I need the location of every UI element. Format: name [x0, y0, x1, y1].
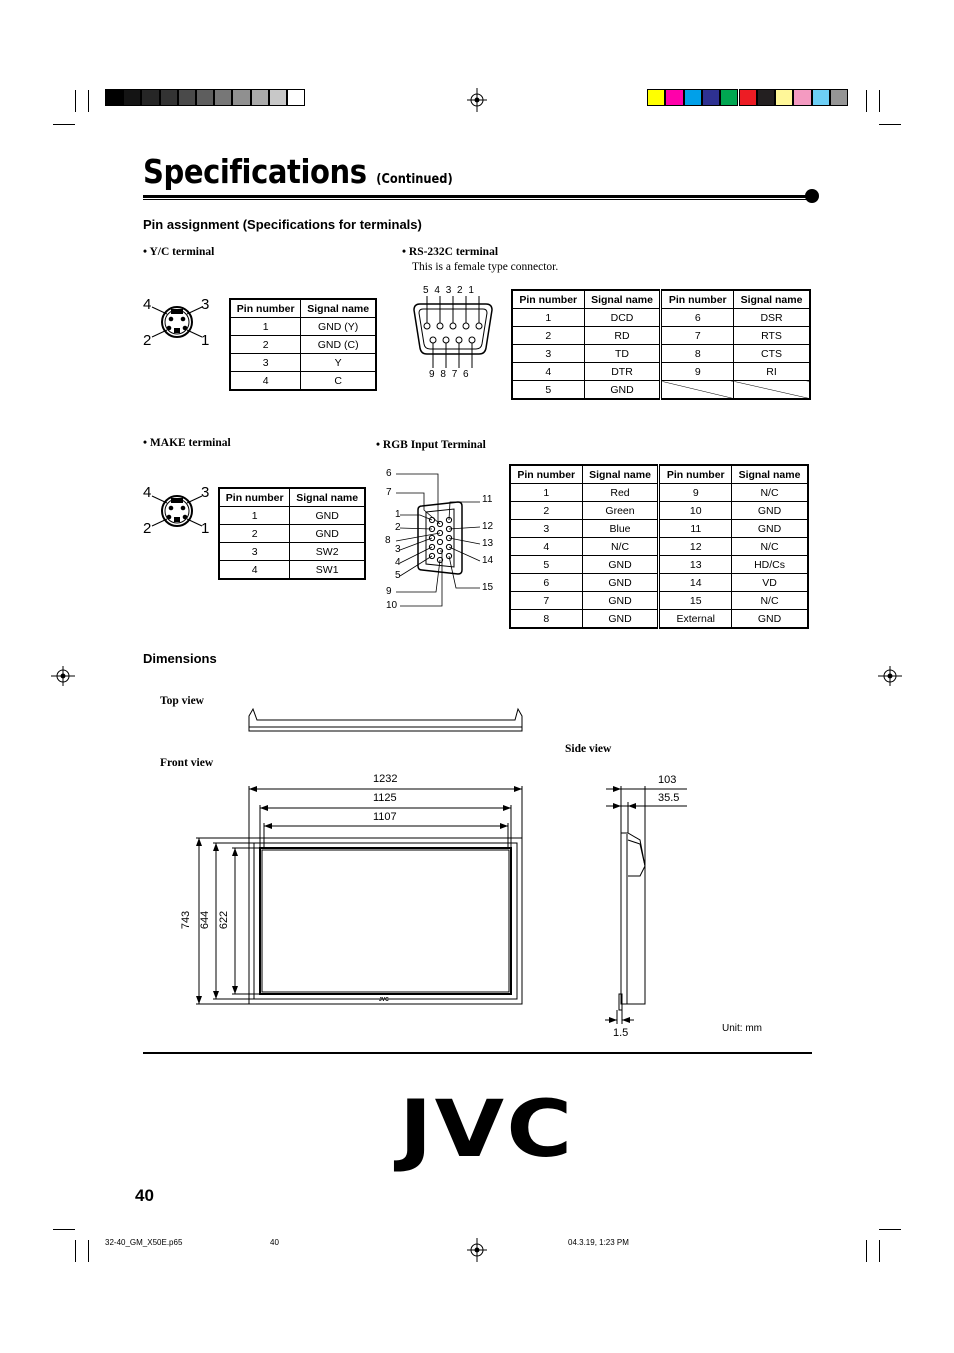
- table-cell: DSR: [734, 309, 810, 327]
- table-cell: N/C: [582, 538, 659, 556]
- table-cell: Green: [582, 502, 659, 520]
- rgb-pin-1: 1: [395, 509, 401, 520]
- rgb-terminal-label: • RGB Input Terminal: [376, 439, 486, 451]
- rgb-pin-4: 4: [395, 557, 401, 568]
- rgb-pin-3: 3: [395, 544, 401, 555]
- footer-date: 04.3.19, 1:23 PM: [568, 1238, 629, 1247]
- table-cell: 2: [512, 327, 584, 345]
- table-cell: Blue: [582, 520, 659, 538]
- page-title: Specifications (Continued): [143, 152, 453, 191]
- table-cell: CTS: [734, 345, 810, 363]
- table-cell: 3: [512, 345, 584, 363]
- top-view-drawing: [249, 709, 522, 731]
- front-brand-mark: JVC: [379, 997, 389, 1003]
- dim-height-743: 743: [180, 910, 193, 930]
- table-cell: DTR: [584, 363, 661, 381]
- table-cell: 13: [659, 556, 732, 574]
- table-cell: GND (Y): [301, 318, 376, 336]
- table-cell: 8: [510, 610, 582, 629]
- table-cell: 1: [510, 484, 582, 502]
- rgb-pin-14: 14: [482, 555, 494, 566]
- top-view-label: Top view: [160, 695, 204, 707]
- table-cell: RI: [734, 363, 810, 381]
- table-cell: 7: [510, 592, 582, 610]
- table-cell: GND: [582, 592, 659, 610]
- rgb-pin-15: 15: [482, 582, 494, 593]
- table-cell: GND: [290, 525, 365, 543]
- rgb-pin-5: 5: [395, 570, 401, 581]
- table-cell: External: [659, 610, 732, 629]
- dim-width-1125: 1125: [373, 792, 397, 804]
- table-cell: RD: [584, 327, 661, 345]
- section-heading-pin: Pin assignment (Specifications for terminals): [143, 217, 422, 232]
- make-pin-label-1: 1: [201, 520, 210, 537]
- table-cell: 3: [219, 543, 290, 561]
- side-view-label: Side view: [565, 743, 612, 755]
- table-cell: TD: [584, 345, 661, 363]
- rgb-pin-8: 8: [385, 535, 391, 546]
- table-cell: 4: [230, 372, 301, 391]
- rgb-pin-6: 6: [386, 468, 392, 479]
- table-cell: C: [301, 372, 376, 391]
- section-heading-dimensions: Dimensions: [143, 651, 217, 666]
- dim-width-1107: 1107: [373, 811, 397, 823]
- table-cell: 6: [510, 574, 582, 592]
- table-cell: GND: [732, 502, 808, 520]
- rgb-pin-2: 2: [395, 522, 401, 533]
- rs232-note: This is a female type connector.: [412, 261, 559, 273]
- yc-pin-label-1: 1: [201, 332, 210, 349]
- table-cell: 11: [659, 520, 732, 538]
- table-cell: 1: [512, 309, 584, 327]
- make-pin-label-2: 2: [143, 520, 152, 537]
- table-cell: HD/Cs: [732, 556, 808, 574]
- rgb-pin-10: 10: [386, 600, 398, 611]
- rgb-pin-13: 13: [482, 538, 494, 549]
- rs232-top-pins: 5 4 3 2 1: [423, 285, 474, 296]
- page-number: 40: [135, 1186, 154, 1205]
- make-pin-label-3: 3: [201, 484, 210, 501]
- table-cell: Y: [301, 354, 376, 372]
- table-cell: 14: [659, 574, 732, 592]
- table-cell: Red: [582, 484, 659, 502]
- table-cell: 5: [512, 381, 584, 400]
- table-cell: N/C: [732, 592, 808, 610]
- table-cell: 2: [230, 336, 301, 354]
- table-cell: 1: [230, 318, 301, 336]
- table-cell: 3: [230, 354, 301, 372]
- rs232-bottom-pins: 9 8 7 6: [429, 369, 469, 380]
- yc-pin-table: Pin number Signal name 1 GND (Y) 2 GND (C) 3 Y 4 C: [229, 298, 377, 391]
- dim-height-622: 622: [218, 910, 231, 930]
- yc-pin-label-3: 3: [201, 296, 210, 313]
- yc-terminal-label: • Y/C terminal: [143, 246, 215, 258]
- table-cell: 4: [219, 561, 290, 580]
- table-cell: 6: [661, 309, 734, 327]
- table-cell: GND (C): [301, 336, 376, 354]
- table-cell: 9: [659, 484, 732, 502]
- footer-page: 40: [270, 1238, 279, 1247]
- table-cell: VD: [732, 574, 808, 592]
- make-pin-label-4: 4: [143, 484, 152, 501]
- jvc-logo: JVC: [399, 1085, 575, 1175]
- rgb-pin-11: 11: [482, 494, 493, 505]
- table-cell: N/C: [732, 484, 808, 502]
- yc-pin-label-2: 2: [143, 332, 152, 349]
- table-cell: 8: [661, 345, 734, 363]
- rgb-pin-table: Pin number Signal name Pin number Signal name 1 Red 9 N/C 2 Green 10 GND 3 Blue 11 GND 4 N/C 12 N/C 5 GND 13 HD/Cs 6 GND 14 VD 7 GND 15 N/C 8 GND External GND: [509, 464, 809, 629]
- table-cell: 4: [510, 538, 582, 556]
- table-cell: GND: [582, 610, 659, 629]
- make-terminal-label: • MAKE terminal: [143, 437, 231, 449]
- table-cell: 4: [512, 363, 584, 381]
- table-cell: GND: [584, 381, 661, 400]
- dim-depth-1-5: 1.5: [613, 1027, 629, 1039]
- table-cell: 10: [659, 502, 732, 520]
- footer-file: 32-40_GM_X50E.p65: [105, 1238, 183, 1247]
- yc-pin-label-4: 4: [143, 296, 152, 313]
- table-cell: SW2: [290, 543, 365, 561]
- rgb-pin-12: 12: [482, 521, 494, 532]
- table-cell: SW1: [290, 561, 365, 580]
- table-cell: GND: [732, 520, 808, 538]
- rgb-pin-9: 9: [386, 586, 392, 597]
- table-cell: 12: [659, 538, 732, 556]
- rs232-pin-table: Pin number Signal name Pin number Signal name 1 DCD 6 DSR 2 RD 7 RTS 3 TD 8 CTS 4 DTR 9 RI 5 GND: [511, 289, 811, 400]
- table-cell: 9: [661, 363, 734, 381]
- dim-height-644: 644: [199, 910, 212, 930]
- dim-width-1232: 1232: [373, 773, 398, 785]
- dim-depth-35-5: 35.5: [658, 792, 680, 804]
- rs232-terminal-label: • RS-232C terminal: [402, 246, 499, 258]
- table-cell: GND: [290, 507, 365, 525]
- make-pin-table: Pin number Signal name 1 GND 2 GND 3 SW2 4 SW1: [218, 487, 366, 580]
- table-cell: 7: [661, 327, 734, 345]
- rgb-pin-7: 7: [386, 487, 392, 498]
- title-suffix: (Continued): [376, 172, 453, 187]
- table-cell: 2: [510, 502, 582, 520]
- front-view-label: Front view: [160, 757, 214, 769]
- footer-rule: [143, 1052, 812, 1054]
- table-cell: N/C: [732, 538, 808, 556]
- dim-depth-103: 103: [658, 774, 677, 786]
- side-view-drawing: [605, 786, 687, 1024]
- table-cell: 3: [510, 520, 582, 538]
- unit-note: Unit: mm: [722, 1023, 762, 1034]
- table-cell: 1: [219, 507, 290, 525]
- table-cell: GND: [582, 556, 659, 574]
- table-cell: RTS: [734, 327, 810, 345]
- table-cell: DCD: [584, 309, 661, 327]
- table-cell: 5: [510, 556, 582, 574]
- table-cell: GND: [582, 574, 659, 592]
- table-cell: 2: [219, 525, 290, 543]
- table-cell: GND: [732, 610, 808, 629]
- front-view-drawing: [196, 786, 522, 1004]
- table-cell: 15: [659, 592, 732, 610]
